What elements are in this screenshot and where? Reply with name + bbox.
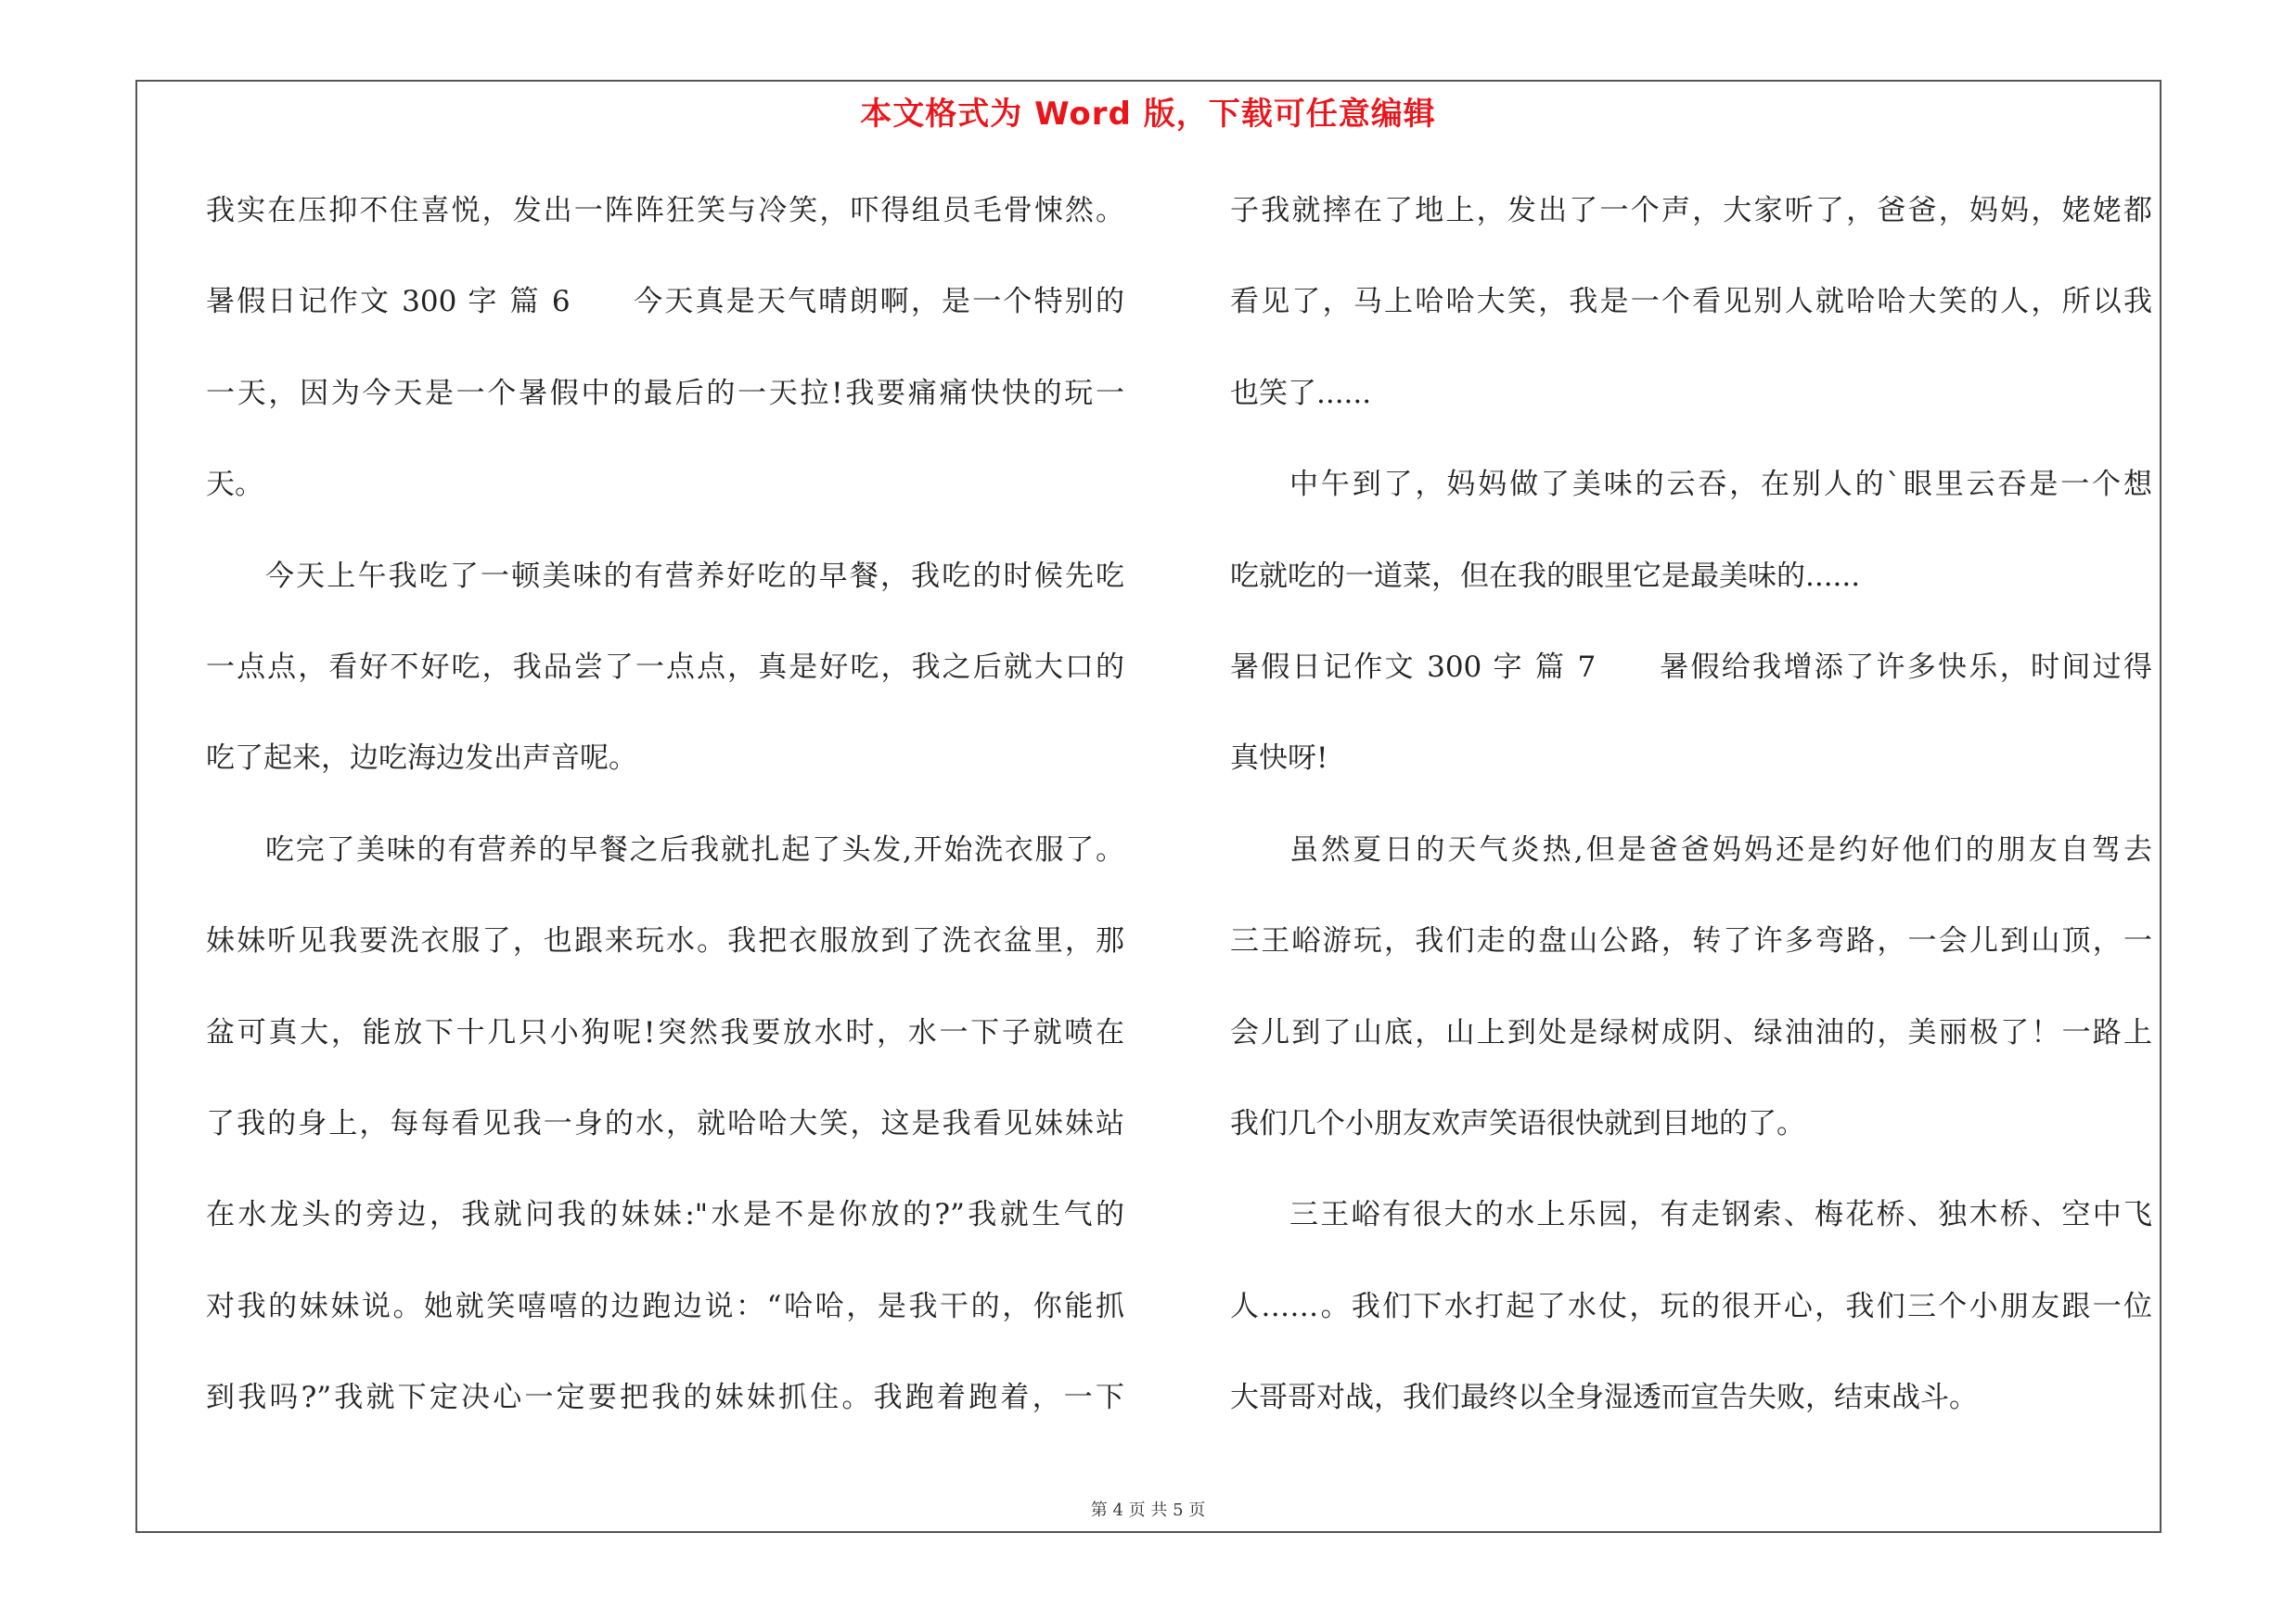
text-line: 妹妹听见我要洗衣服了，也跟来玩水。我把衣服放到了洗衣盆里，那 xyxy=(206,924,1124,959)
text-line: 在水龙头的旁边，我就问我的妹妹:"水是不是你放的?”我就生气的 xyxy=(206,1198,1124,1232)
text-line: 了我的身上，每每看见我一身的水，就哈哈大笑，这是我看见妹妹站 xyxy=(206,1106,1124,1140)
text-line: 子我就摔在了地上，发出了一个声，大家听了，爸爸，妈妈，姥姥都 xyxy=(1230,194,2152,227)
text-line: 盆可真大，能放下十几只小狗呢!突然我要放水时，水一下子就喷在 xyxy=(206,1015,1124,1050)
text-line: 今天上午我吃了一顿美味的有营养好吃的早餐，我吃的时候先吃 xyxy=(265,559,1124,593)
text-line: 我们几个小朋友欢声笑语很快就到目地的了。 xyxy=(1230,1106,1805,1140)
text-line: 大哥哥对战，我们最终以全身湿透而宣告失败，结束战斗。 xyxy=(1230,1381,1978,1415)
text-line: 一点点，看好不好吃，我品尝了一点点，真是好吃，我之后就大口的 xyxy=(206,650,1124,684)
text-line: 我实在压抑不住喜悦，发出一阵阵狂笑与冷笑，吓得组员毛骨悚然。 xyxy=(206,194,1124,227)
text-line: 也笑了...... xyxy=(1230,376,1372,410)
left-text-column xyxy=(206,182,1124,1460)
text-line: 一天，因为今天是一个暑假中的最后的一天拉!我要痛痛快快的玩一 xyxy=(206,376,1124,410)
text-line: 吃就吃的一道菜，但在我的眼里它是最美味的...... xyxy=(1230,559,1861,593)
text-line: 真快呀! xyxy=(1230,741,1328,776)
text-line: 到我吗?”我就下定决心一定要把我的妹妹抓住。我跑着跑着，一下 xyxy=(206,1381,1124,1415)
text-line: 天。 xyxy=(206,468,263,502)
text-line: 中午到了，妈妈做了美味的云吞，在别人的`眼里云吞是一个想 xyxy=(1289,468,2152,502)
text-line: 暑假日记作文 300 字 篇 7 暑假给我增添了许多快乐，时间过得 xyxy=(1230,650,2152,684)
text-line: 吃了起来，边吃海边发出声音呢。 xyxy=(206,741,637,776)
document-header-title: 本文格式为 Word 版，下载可任意编辑 xyxy=(860,96,1436,133)
right-text-column xyxy=(1230,182,2152,1460)
text-line: 暑假日记作文 300 字 篇 6 今天真是天气晴朗啊，是一个特别的 xyxy=(206,285,1124,319)
text-line: 三王峪游玩，我们走的盘山公路，转了许多弯路，一会儿到山顶，一 xyxy=(1230,924,2152,959)
text-line: 人……。我们下水打起了水仗，玩的很开心，我们三个小朋友跟一位 xyxy=(1230,1289,2152,1323)
text-line: 三王峪有很大的水上乐园，有走钢索、梅花桥、独木桥、空中飞 xyxy=(1289,1198,2152,1232)
text-line: 看见了，马上哈哈大笑，我是一个看见别人就哈哈大笑的人，所以我 xyxy=(1230,285,2152,319)
text-line: 吃完了美味的有营养的早餐之后我就扎起了头发,开始洗衣服了。 xyxy=(265,832,1124,867)
text-line: 虽然夏日的天气炎热,但是爸爸妈妈还是约好他们的朋友自驾去 xyxy=(1289,832,2152,867)
text-line: 对我的妹妹说。她就笑嘻嘻的边跑边说：“哈哈，是我干的，你能抓 xyxy=(206,1289,1124,1323)
text-line: 会儿到了山底，山上到处是绿树成阴、绿油油的，美丽极了！一路上 xyxy=(1230,1015,2152,1050)
page-number-footer: 第 4 页 共 5 页 xyxy=(1090,1501,1206,1520)
